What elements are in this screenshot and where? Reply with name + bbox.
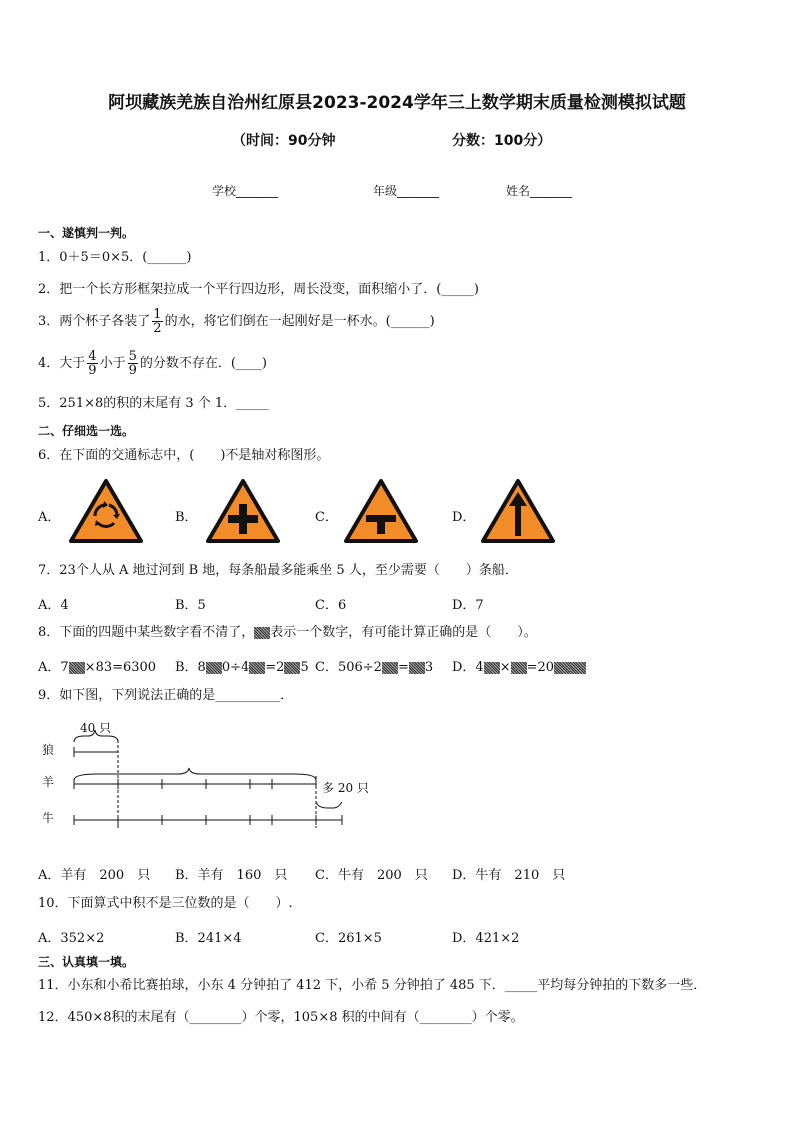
unclear-digit-icon xyxy=(511,662,527,674)
question-1: 1．0＋5＝0×5．(______) xyxy=(38,250,192,265)
q6-option-a[interactable]: A． xyxy=(38,510,61,525)
unclear-digit-icon xyxy=(284,662,300,674)
sheep-label: 羊 xyxy=(42,775,55,789)
q10-option-a[interactable]: A．352×2 xyxy=(38,931,105,946)
unclear-digit-icon xyxy=(206,662,222,674)
question-7: 7．23个人从 A 地过河到 B 地，每条船最多能乘坐 5 人，至少需要（ ）条船． xyxy=(38,563,518,578)
q6-option-d[interactable]: D． xyxy=(452,510,476,525)
q7-option-a[interactable]: A．4 xyxy=(38,598,69,613)
wolf-count-label: 40 只 xyxy=(80,721,112,735)
unclear-digit-icon xyxy=(570,662,586,674)
q10-option-c[interactable]: C．261×5 xyxy=(315,931,382,946)
unclear-digit-icon xyxy=(382,662,398,674)
q6-option-b[interactable]: B． xyxy=(175,510,198,525)
unclear-digit-icon xyxy=(484,662,500,674)
question-9: 9．如下图，下列说法正确的是__________． xyxy=(38,688,294,703)
fraction: $\frac{4}{9}$ xyxy=(88,349,97,378)
question-12: 12．450×8积的末尾有（________）个零，105×8 积的中间有（________）个零。 xyxy=(38,1010,524,1025)
q7-option-b[interactable]: B．5 xyxy=(175,598,206,613)
segment-diagram xyxy=(38,718,378,830)
time-label: （时间：90分钟 xyxy=(232,133,336,149)
q8-option-a[interactable]: A．7 ×83=6300 xyxy=(38,660,157,675)
unclear-digit-icon xyxy=(249,662,265,674)
q9-option-c[interactable]: C．牛有 200 只 xyxy=(315,868,428,883)
question-2: 2．把一个长方形框架拉成一个平行四边形，周长没变，面积缩小了．(_____) xyxy=(38,282,479,297)
crossroad-sign-icon xyxy=(205,478,281,544)
unclear-digit-icon xyxy=(409,662,425,674)
question-5: 5．251×8的积的末尾有 3 个 1．_____ xyxy=(38,396,269,411)
score-label: 分数：100分） xyxy=(452,133,552,149)
question-6: 6．在下面的交通标志中，( )不是轴对称图形。 xyxy=(38,448,330,463)
fraction: $\frac{1}{2}$ xyxy=(153,307,162,336)
q8-option-d[interactable]: D．4 × =20 xyxy=(452,656,586,675)
q10-option-d[interactable]: D．421×2 xyxy=(452,931,520,946)
school-field[interactable]: 学校_______ xyxy=(212,184,279,198)
more-label: 多 20 只 xyxy=(322,781,369,795)
q10-option-b[interactable]: B．241×4 xyxy=(175,931,242,946)
question-3: 3．两个杯子各装了 $\frac{1}{2}$ 的水，将它们倒在一起刚好是一杯水。(______) xyxy=(38,307,435,336)
question-11: 11．小东和小希比赛拍球，小东 4 分钟拍了 412 下，小希 5 分钟拍了 485 下．_____平均每分钟拍的下数多一些． xyxy=(38,978,707,993)
question-4: 4．大于 $\frac{4}{9}$ 小于 $\frac{5}{9}$ 的分数不存在．(____) xyxy=(38,349,268,378)
fraction: $\frac{5}{9}$ xyxy=(128,349,137,378)
section-1-heading: 一、遂慎判一判。 xyxy=(38,226,135,240)
q7-option-d[interactable]: D．7 xyxy=(452,598,484,613)
name-field[interactable]: 姓名_______ xyxy=(506,184,573,198)
unclear-digit-icon xyxy=(554,662,570,674)
page-title: 阿坝藏族羌族自治州红原县2023-2024学年三上数学期末质量检测模拟试题 xyxy=(108,93,686,113)
cow-label: 牛 xyxy=(42,811,55,825)
q9-option-b[interactable]: B．羊有 160 只 xyxy=(175,868,288,883)
unclear-digit-icon xyxy=(254,627,270,639)
q8-option-c[interactable]: C．506÷2 = 3 xyxy=(315,660,434,675)
q8-option-b[interactable]: B．8 0÷4 =2 5 xyxy=(175,660,309,675)
roundabout-sign-icon xyxy=(68,478,144,544)
q9-option-a[interactable]: A．羊有 200 只 xyxy=(38,868,151,883)
q9-option-d[interactable]: D．牛有 210 只 xyxy=(452,868,566,883)
q7-option-c[interactable]: C．6 xyxy=(315,598,347,613)
q6-option-c[interactable]: C． xyxy=(315,510,338,525)
question-10: 10．下面算式中积不是三位数的是（ ）. xyxy=(38,896,293,911)
question-8: 8．下面的四题中某些数字看不清了， 表示一个数字，有可能计算正确的是（ ）。 xyxy=(38,625,537,640)
t-junction-sign-icon xyxy=(343,478,419,544)
section-3-heading: 三、认真填一填。 xyxy=(38,955,135,969)
section-2-heading: 二、仔细选一选。 xyxy=(38,424,135,438)
wolf-label: 狼 xyxy=(42,743,55,757)
straight-ahead-sign-icon xyxy=(480,478,556,544)
unclear-digit-icon xyxy=(69,662,85,674)
grade-field[interactable]: 年级_______ xyxy=(373,184,440,198)
